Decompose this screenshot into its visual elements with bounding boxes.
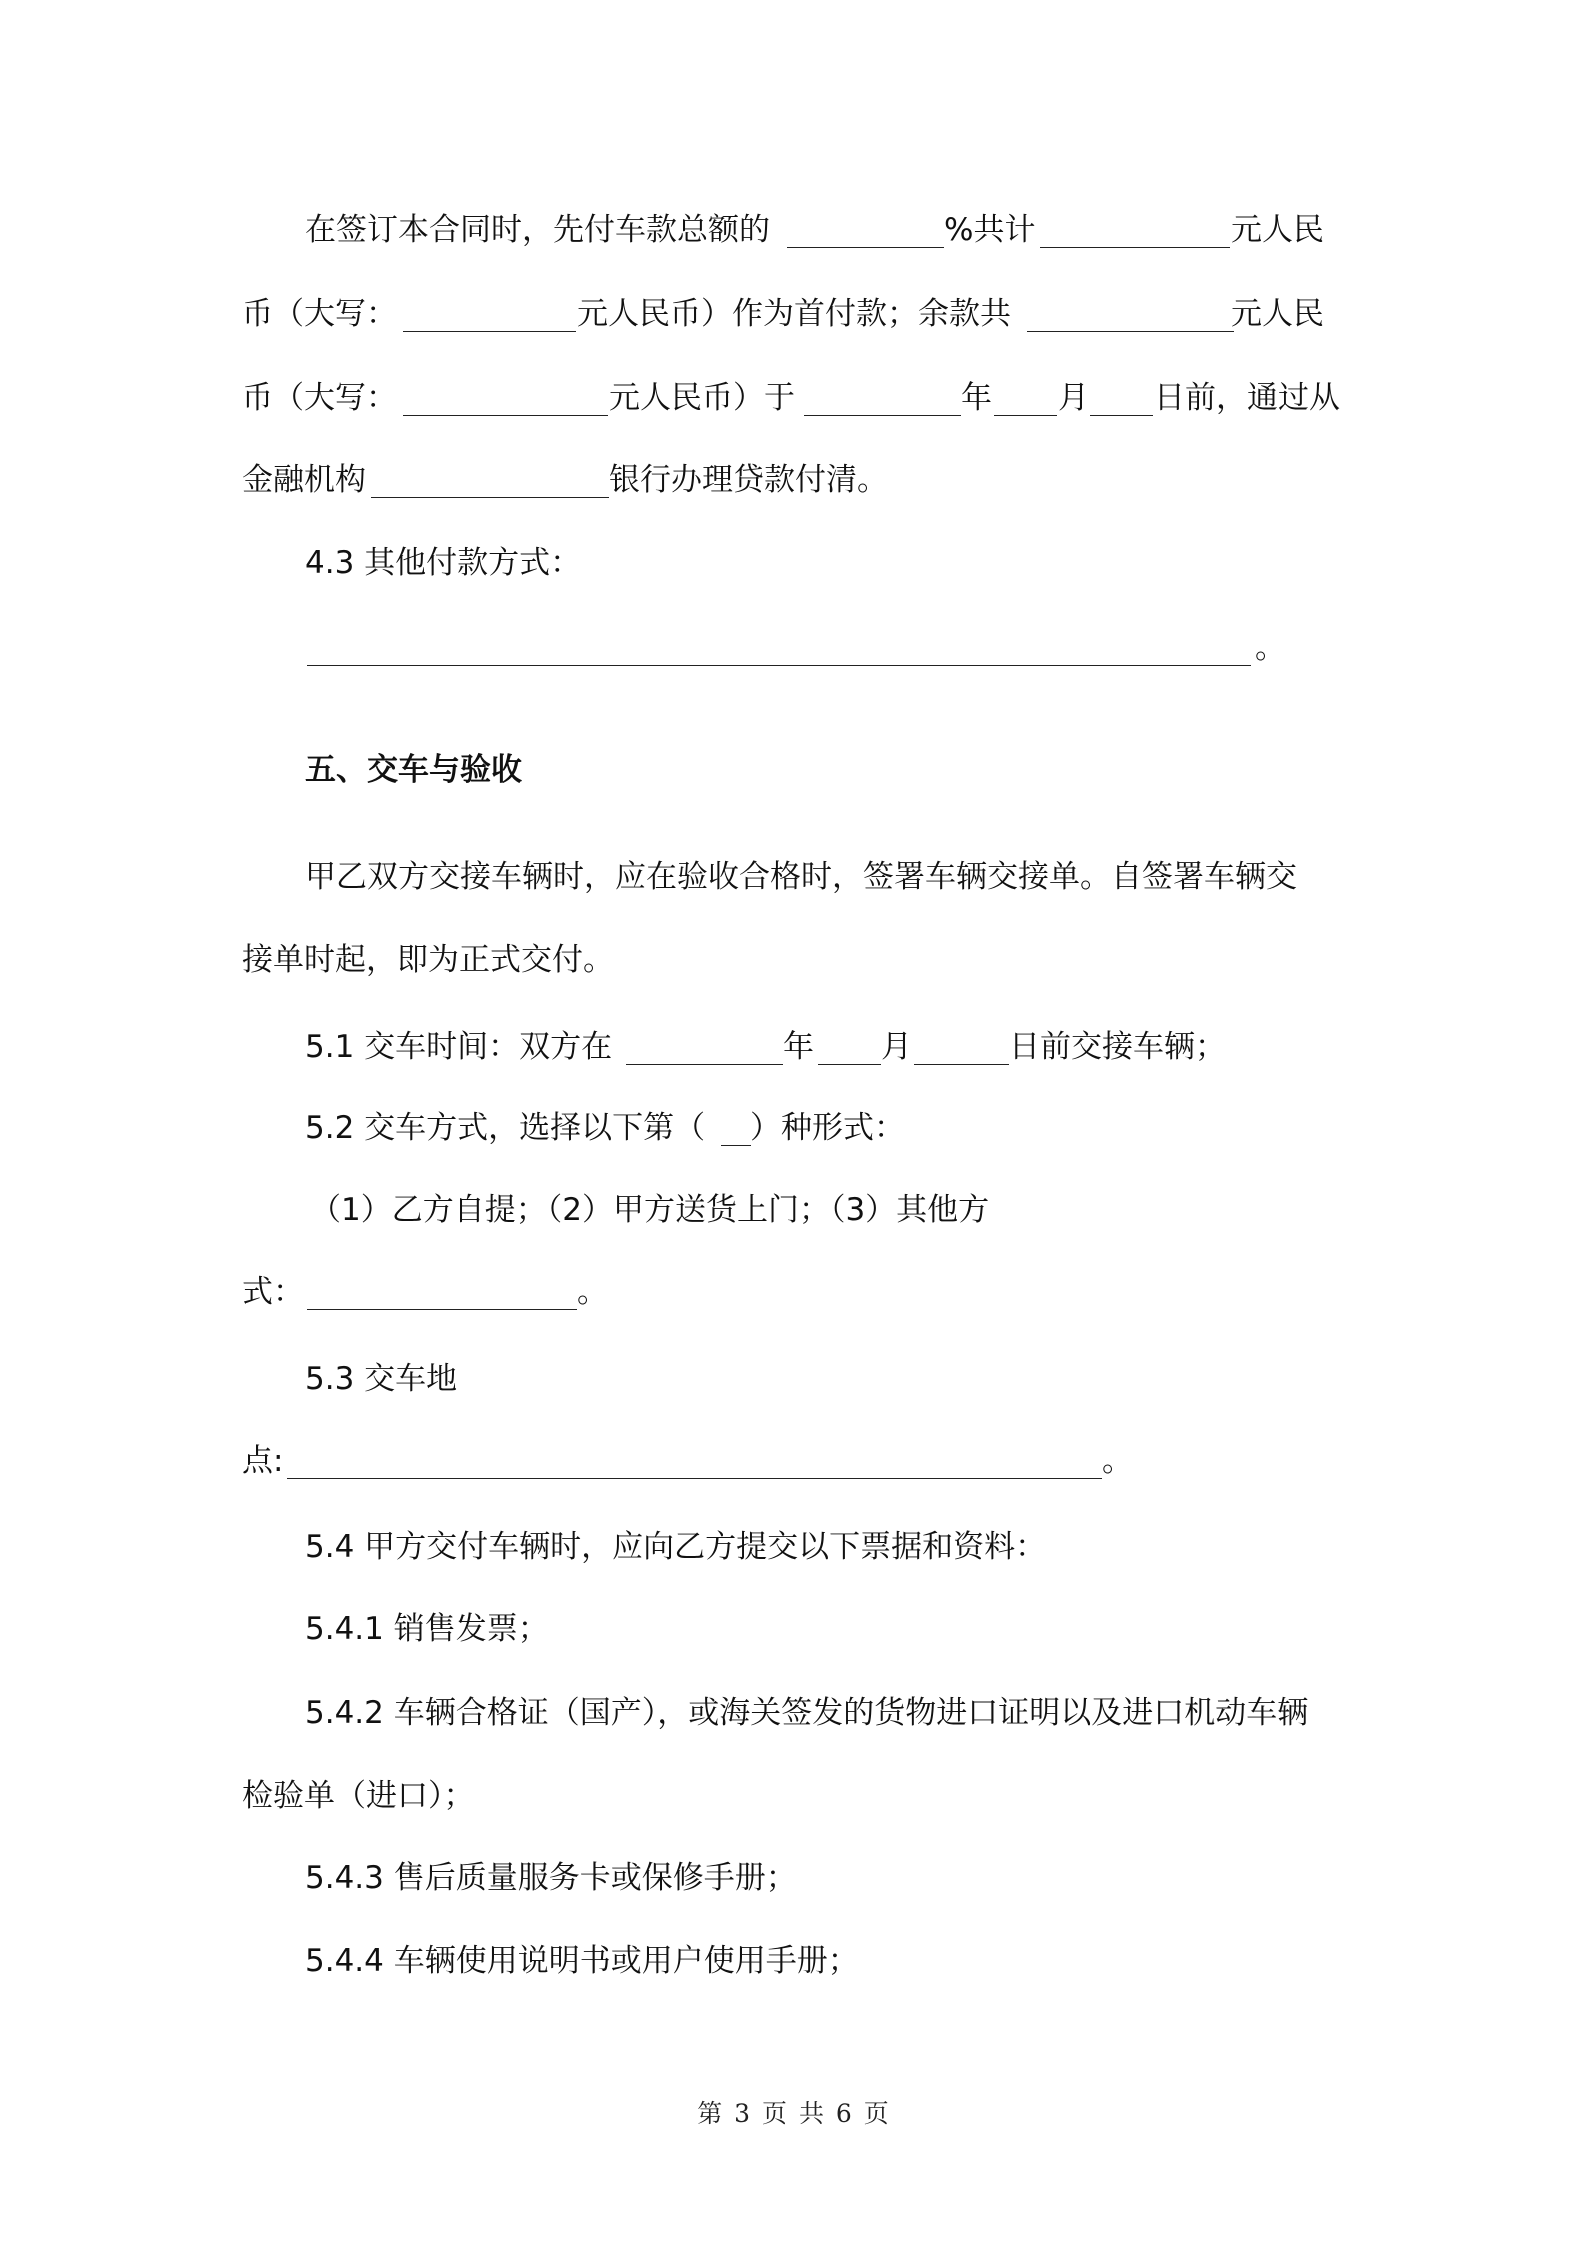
text: 元人民 (1231, 212, 1324, 248)
text: 。 (1255, 630, 1286, 666)
blank-field (1040, 247, 1230, 248)
clause-5-4-3 (0, 1853, 1586, 1903)
text: 5.2 交车方式，选择以下第（ (305, 1110, 706, 1146)
text: 5.4.1 销售发票； (305, 1611, 549, 1647)
blank-field (804, 415, 961, 416)
blank-field (307, 1309, 577, 1310)
text: 日前交接车辆； (1009, 1029, 1226, 1065)
text: 。 (577, 1274, 608, 1310)
clause-5-2 (0, 1103, 1586, 1153)
text: 金融机构 (242, 462, 366, 498)
paragraph-line (0, 852, 1586, 902)
clause-4-3-blank-line (0, 623, 1586, 673)
text: 元人民 (1231, 296, 1324, 332)
clause-5-3-tail (0, 1436, 1586, 1486)
page-number-footer: 第 3 页 共 6 页 (697, 2099, 889, 2128)
blank-field (721, 1145, 751, 1146)
blank-field (371, 497, 609, 498)
text: 5.3 交车地 (305, 1361, 458, 1397)
blank-field (403, 331, 576, 332)
text: 月 (881, 1029, 912, 1065)
heading-text: 五、交车与验收 (305, 752, 522, 788)
blank-field (626, 1064, 783, 1065)
clause-5-2-tail (0, 1267, 1586, 1317)
clause-5-4-1 (0, 1604, 1586, 1654)
paragraph-line (0, 455, 1586, 505)
blank-field (787, 247, 944, 248)
text: 5.4.3 售后质量服务卡或保修手册； (305, 1860, 797, 1896)
blank-field (994, 415, 1057, 416)
text: 5.4.2 车辆合格证（国产），或海关签发的货物进口证明以及进口机动车辆 (305, 1695, 1309, 1731)
blank-field (287, 1478, 1102, 1479)
clause-5-4-2 (0, 1688, 1586, 1738)
text: 5.4.4 车辆使用说明书或用户使用手册； (305, 1943, 859, 1979)
text: 5.4 甲方交付车辆时，应向乙方提交以下票据和资料： (305, 1529, 1047, 1565)
paragraph-line (0, 205, 1586, 255)
text: 年 (961, 380, 992, 416)
text: 月 (1058, 380, 1089, 416)
text: 币（大写： (242, 296, 397, 332)
clause-text: 4.3 其他付款方式： (305, 545, 582, 581)
text: 接单时起，即为正式交付。 (242, 942, 614, 978)
text: 。 (1102, 1443, 1133, 1479)
text: 币（大写： (242, 380, 397, 416)
clause-5-1 (0, 1022, 1586, 1072)
blank-field (403, 415, 608, 416)
paragraph-line (0, 935, 1586, 985)
text: （1）乙方自提；（2）甲方送货上门；（3）其他方 (310, 1192, 990, 1228)
text: 银行办理贷款付清。 (609, 462, 888, 498)
text: %共计 (944, 212, 1036, 248)
blank-field (914, 1064, 1009, 1065)
blank-field (1027, 331, 1234, 332)
clause-5-4 (0, 1522, 1586, 1572)
section-heading (0, 745, 1586, 795)
paragraph-line (0, 373, 1586, 423)
blank-field (818, 1064, 881, 1065)
text: 检验单（进口）； (242, 1778, 475, 1814)
clause-5-4-2-cont (0, 1771, 1586, 1821)
text: 点: (242, 1443, 284, 1479)
text: 在签订本合同时，先付车款总额的 (305, 212, 770, 248)
text: ）种形式： (750, 1110, 905, 1146)
text: 元人民币）作为首付款；余款共 (577, 296, 1011, 332)
clause-5-2-options (0, 1185, 1586, 1235)
paragraph-line (0, 289, 1586, 339)
clause-5-4-4 (0, 1936, 1586, 1986)
blank-field (1090, 415, 1153, 416)
text: 甲乙双方交接车辆时，应在验收合格时，签署车辆交接单。自签署车辆交 (305, 859, 1297, 895)
clause-5-3 (0, 1354, 1586, 1404)
text: 元人民币）于 (609, 380, 795, 416)
text: 式： (242, 1274, 304, 1310)
text: 5.1 交车时间：双方在 (305, 1029, 613, 1065)
text: 年 (783, 1029, 814, 1065)
blank-field (307, 665, 1251, 666)
clause-4-3 (0, 538, 1586, 588)
text: 日前，通过从 (1154, 380, 1340, 416)
